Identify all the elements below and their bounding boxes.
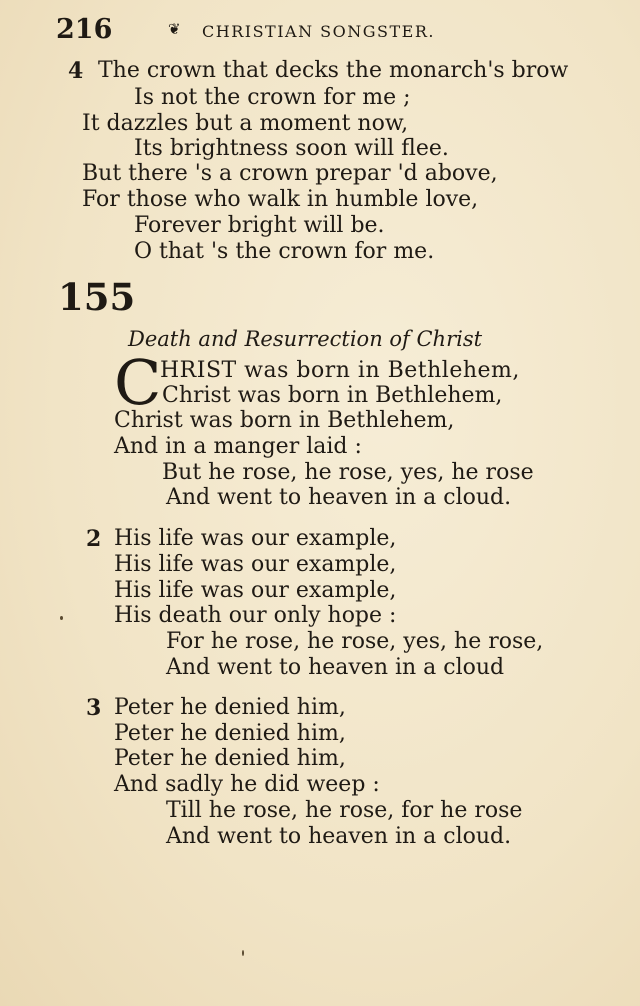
verse-line: And went to heaven in a cloud.: [166, 824, 512, 849]
verse-line: And went to heaven in a cloud.: [166, 485, 512, 510]
verse-line: Forever bright will be.: [134, 213, 385, 238]
verse-line: His life was our example,: [114, 526, 397, 551]
verse-line: His life was our example,: [114, 578, 397, 603]
hymn-number: 155: [58, 275, 136, 319]
verse-line: Peter he denied him,: [114, 695, 346, 720]
verse-line: HRIST was born in Bethlehem,: [160, 358, 520, 383]
verse-line: But he rose, he rose, yes, he rose: [162, 460, 534, 485]
page-header: [56, 14, 616, 48]
verse-line: It dazzles but a moment now,: [82, 111, 409, 136]
verse-line: His death our only hope :: [114, 603, 397, 628]
ink-speck: [242, 950, 244, 956]
verse-line: Is not the crown for me ;: [134, 85, 411, 110]
verse-line: Christ was born in Bethlehem,: [162, 383, 503, 408]
verse-line: For those who walk in humble love,: [82, 187, 479, 212]
verse-line: O that 's the crown for me.: [134, 239, 435, 264]
verse-line: Peter he denied him,: [114, 746, 346, 771]
running-head: CHRISTIAN SONGSTER.: [202, 22, 435, 41]
verse-line: And in a manger laid :: [114, 434, 362, 459]
verse-line: Till he rose, he rose, for he rose: [166, 798, 523, 823]
ink-speck: [60, 616, 63, 620]
verse-line: His life was our example,: [114, 552, 397, 577]
page-number: 216: [56, 14, 113, 45]
verse-line: And sadly he did weep :: [114, 772, 380, 797]
verse-line: But there 's a crown prepar 'd above,: [82, 161, 498, 186]
verse-number: 3: [86, 695, 102, 721]
verse-line: Peter he denied him,: [114, 721, 346, 746]
verse-line: For he rose, he rose, yes, he rose,: [166, 629, 544, 654]
hymn-title: Death and Resurrection of Christ: [128, 327, 483, 351]
verse-line: And went to heaven in a cloud: [166, 655, 505, 680]
verse-line: The crown that decks the monarch's brow: [98, 58, 569, 83]
drop-cap: C: [114, 346, 162, 419]
verse-line: Its brightness soon will flee.: [134, 136, 449, 161]
verse-number: 2: [86, 526, 102, 552]
verse-number: 4: [68, 58, 84, 84]
verse-line: Christ was born in Bethlehem,: [114, 408, 455, 433]
ornament-icon: ❦: [168, 20, 181, 38]
